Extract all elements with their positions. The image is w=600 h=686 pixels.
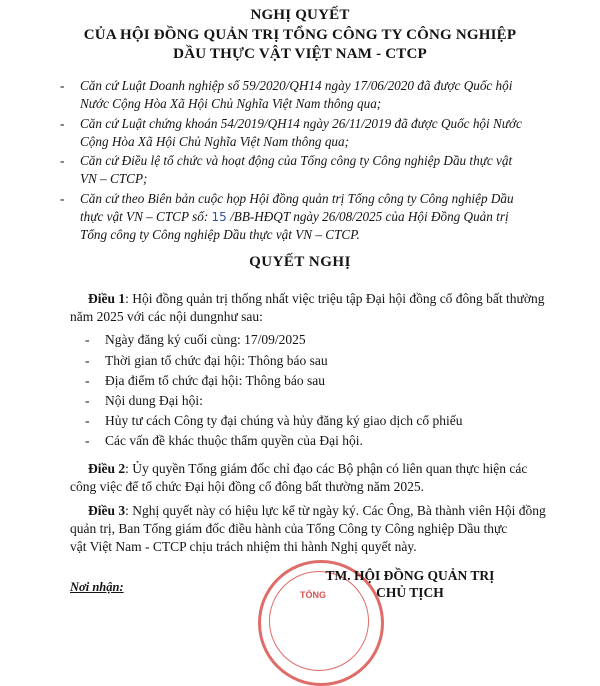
list-dash: - [85,433,90,448]
list-dash: - [85,353,90,368]
signature-title: TM. HỘI ĐỒNG QUẢN TRỊ [325,568,495,583]
article-1 [70,290,550,326]
legal-basis-text-part: thực vật VN – CTCP số: [80,208,209,224]
handwritten-number: 15 [211,209,227,224]
list-item-text: Địa điểm tổ chức đại hội: Thông báo sau [105,373,326,388]
legal-basis-text: Căn cứ Luật chứng khoán 54/2019/QH14 ngày 26/11/2019 đã được Quốc hội Nước [80,116,522,131]
list-item [85,392,545,410]
company-seal-text: TỔNG [300,590,326,600]
legal-basis-text [80,208,550,227]
list-dash: - [60,78,65,93]
list-item [85,432,545,450]
article-2-line [70,460,550,478]
list-item-text: Hủy tư cách Công ty đại chúng và hủy đăng ký giao dịch cổ phiếu [105,413,463,428]
legal-basis-text: VN – CTCP; [80,170,148,186]
list-dash: - [60,191,65,206]
legal-basis-text: Căn cứ Điều lệ tổ chức và hoạt động của Tổng công ty Công nghiệp Dầu thực vật [80,153,513,168]
legal-basis-text: Căn cứ Luật Doanh nghiệp số 59/2020/QH14 ngày 17/06/2020 đã được Quốc hội [80,78,513,93]
legal-basis-item [60,115,550,150]
list-dash: - [60,153,65,168]
article-text: công việc để tổ chức Đại hội đồng cổ đông bất thường năm 2025. [70,479,424,494]
legal-basis-text: Cộng Hòa Xã Hội Chủ Nghĩa Việt Nam thông qua; [80,133,349,149]
list-dash: - [85,413,90,428]
list-item [85,372,545,390]
list-item [85,352,545,370]
legal-basis-text-part: /BB-HĐQT ngày 26/08/2025 của Hội Đồng Quản trị [230,208,509,224]
issuer-line-2: DẦU THỰC VẬT VIỆT NAM - CTCP [173,46,427,62]
legal-basis-text: Nước Cộng Hòa Xã Hội Chủ Nghĩa Việt Nam thông qua; [80,95,382,111]
legal-basis-text: Căn cứ theo Biên bản cuộc họp Hội đồng quản trị Tổng công ty Công nghiệp Dầu [80,191,514,206]
list-dash: - [85,373,90,388]
recipients-label: Nơi nhận: [70,580,124,594]
list-item-text: Thời gian tổ chức đại hội: Thông báo sau [105,353,328,368]
document-title: NGHỊ QUYẾT [250,7,350,23]
list-dash: - [85,393,90,408]
article-label: Điều 2 [88,461,126,476]
list-item-text: Ngày đăng ký cuối cùng: 17/09/2025 [105,332,306,347]
legal-basis-item [60,77,550,112]
section-heading: QUYẾT NGHỊ [249,254,351,270]
list-item [85,412,545,430]
article-text: quản trị, Ban Tổng giám đốc điều hành của Tổng Công ty Công nghiệp Dầu thực [70,521,508,536]
article-label: Điều 1 [88,291,126,306]
issuer-line-1: CỦA HỘI ĐỒNG QUẢN TRỊ TỔNG CÔNG TY CÔNG NGHIỆP [83,27,517,43]
list-dash: - [60,116,65,131]
signature-position: CHỦ TỊCH [376,585,444,600]
article-text: vật Việt Nam - CTCP chịu trách nhiệm thi hành Nghị quyết này. [70,539,417,554]
article-3-line [70,502,550,520]
list-item-text: Nội dung Đại hội: [105,393,203,408]
article-text: năm 2025 với các nội dungnhư sau: [70,309,263,324]
legal-basis-text: Tổng công ty Công nghiệp Dầu thực vật VN – CTCP. [80,227,360,242]
legal-basis-item [60,152,550,187]
article-3 [70,502,550,556]
article-text: : Nghị quyết này có hiệu lực kể từ ngày ký. Các Ông, Bà thành viên Hội đồng [125,503,546,518]
article-1-line [70,290,550,308]
list-dash: - [85,332,90,347]
list-item [85,331,545,349]
list-item-text: Các vấn đề khác thuộc thẩm quyền của Đại hội. [105,433,363,448]
article-text: : Hội đồng quản trị thống nhất việc triệu tập Đại hội đồng cổ đông bất thường [125,291,545,306]
article-2 [70,460,550,496]
article-label: Điều 3 [88,503,126,518]
article-text: : Ủy quyền Tổng giám đốc chỉ đạo các Bộ phận có liên quan thực hiện các [125,461,528,476]
legal-basis-item [60,190,550,244]
